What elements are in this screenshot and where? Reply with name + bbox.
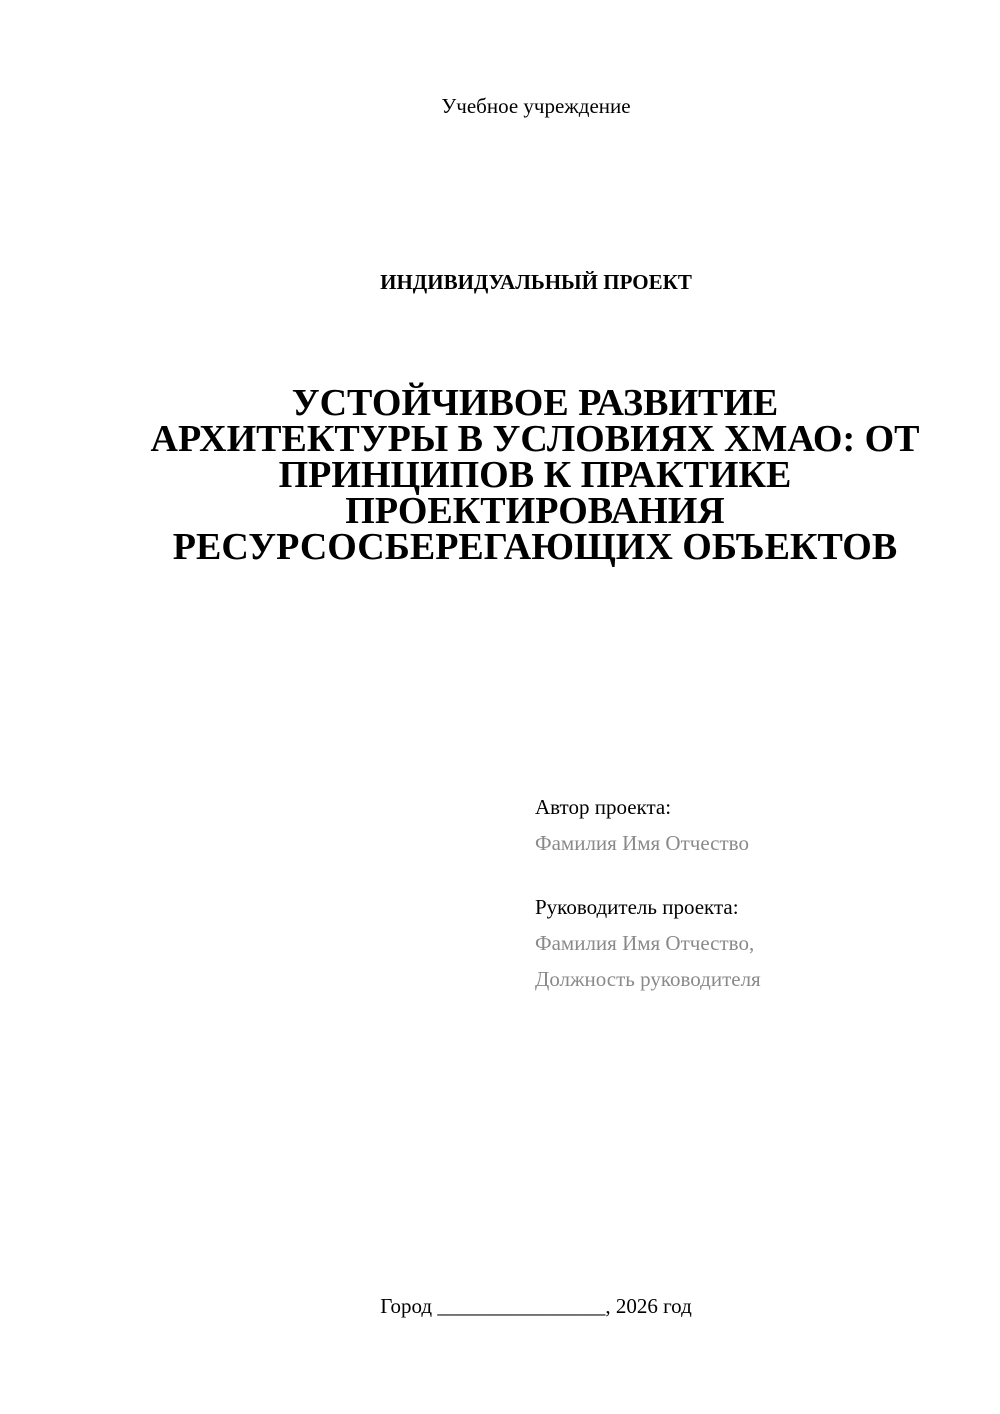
project-title — [140, 382, 930, 568]
title-line: ПРИНЦИПОВ К ПРАКТИКЕ — [278, 454, 792, 496]
title-line: ПРОЕКТИРОВАНИЯ — [345, 490, 725, 532]
supervisor-name-placeholder: Фамилия Имя Отчество, — [535, 931, 755, 955]
title-line: АРХИТЕКТУРЫ В УСЛОВИЯХ ХМАО: ОТ — [150, 418, 920, 460]
supervisor-position-placeholder: Должность руководителя — [535, 967, 761, 991]
title-line: РЕСУРСОСБЕРЕГАЮЩИХ ОБЪЕКТОВ — [172, 526, 898, 568]
institution-name: Учебное учреждение — [441, 94, 631, 118]
spacer — [535, 861, 975, 889]
credits-block — [535, 789, 975, 997]
supervisor-label: Руководитель проекта: — [535, 895, 739, 919]
title-line: УСТОЙЧИВОЕ РАЗВИТИЕ — [291, 382, 779, 424]
author-name-placeholder: Фамилия Имя Отчество — [535, 831, 749, 855]
document-type: ИНДИВИДУАЛЬНЫЙ ПРОЕКТ — [380, 270, 692, 294]
author-label: Автор проекта: — [535, 795, 672, 819]
city-year-footer: Город ________________, 2026 год — [380, 1294, 692, 1318]
